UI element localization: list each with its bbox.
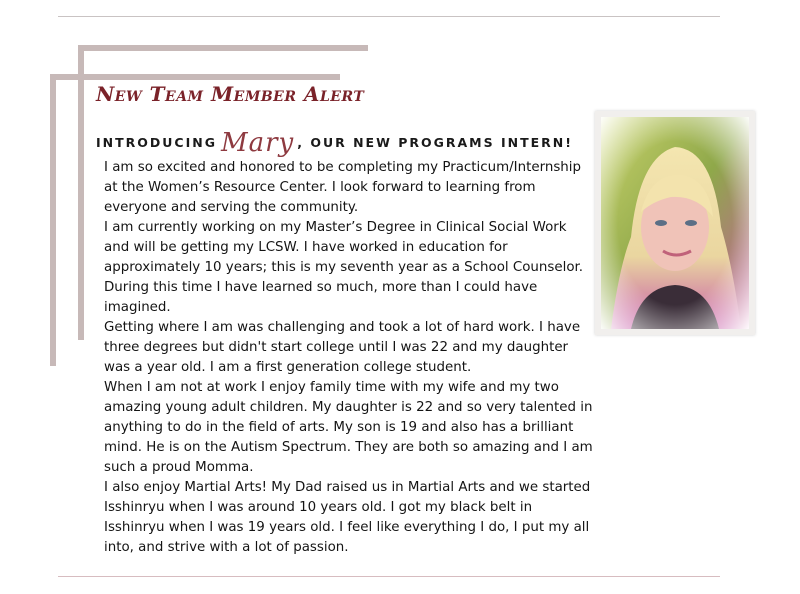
decorative-frame-top-bar-offset (50, 74, 340, 80)
paragraph: I am currently working on my Master’s Degree in Clinical Social Work and will be getting my LCSW. I have worked in education for approximately 10 years; this is my seventh year as a School Counselor. During this time I have learned so much, more than I could have imagined. (104, 220, 584, 315)
decorative-frame-left-bar-offset (50, 74, 56, 366)
bottom-divider (58, 576, 720, 577)
member-name: Mary (220, 128, 295, 158)
top-divider (58, 16, 720, 17)
intern-title: , OUR NEW PROGRAMS INTERN! (297, 135, 573, 150)
paragraph: Getting where I am was challenging and took a lot of hard work. I have three degrees but didn't start college until I was 22 and my daughter was a year old. I am a first generation college student. (104, 320, 581, 375)
section-heading: New Team Member Alert (96, 82, 365, 106)
introducing-label: INTRODUCING (96, 135, 217, 150)
decorative-frame-left-bar (78, 45, 84, 340)
article-body (104, 158, 594, 558)
paragraph: I am so excited and honored to be completing my Practicum/Internship at the Women’s Resource Center. I look forward to learning from everyone and serving the community. (104, 160, 582, 215)
introduction-line (96, 124, 573, 158)
decorative-frame-top-bar (78, 45, 368, 51)
portrait-photo (601, 117, 749, 329)
paragraph: I also enjoy Martial Arts! My Dad raised us in Martial Arts and we started Isshinryu when I was around 10 years old. I got my black belt in Isshinryu when I was 19 years old. I feel like everything I do, I put my all into, and strive with a lot of passion. (104, 480, 591, 555)
paragraph: When I am not at work I enjoy family time with my wife and my two amazing young adult children. My daughter is 22 and so very talented in anything to do in the field of arts. My son is 19 and also has a brilliant mind. He is on the Autism Spectrum. They are both so amazing and I am such a proud Momma. (104, 380, 593, 475)
portrait-photo-frame (595, 111, 755, 335)
